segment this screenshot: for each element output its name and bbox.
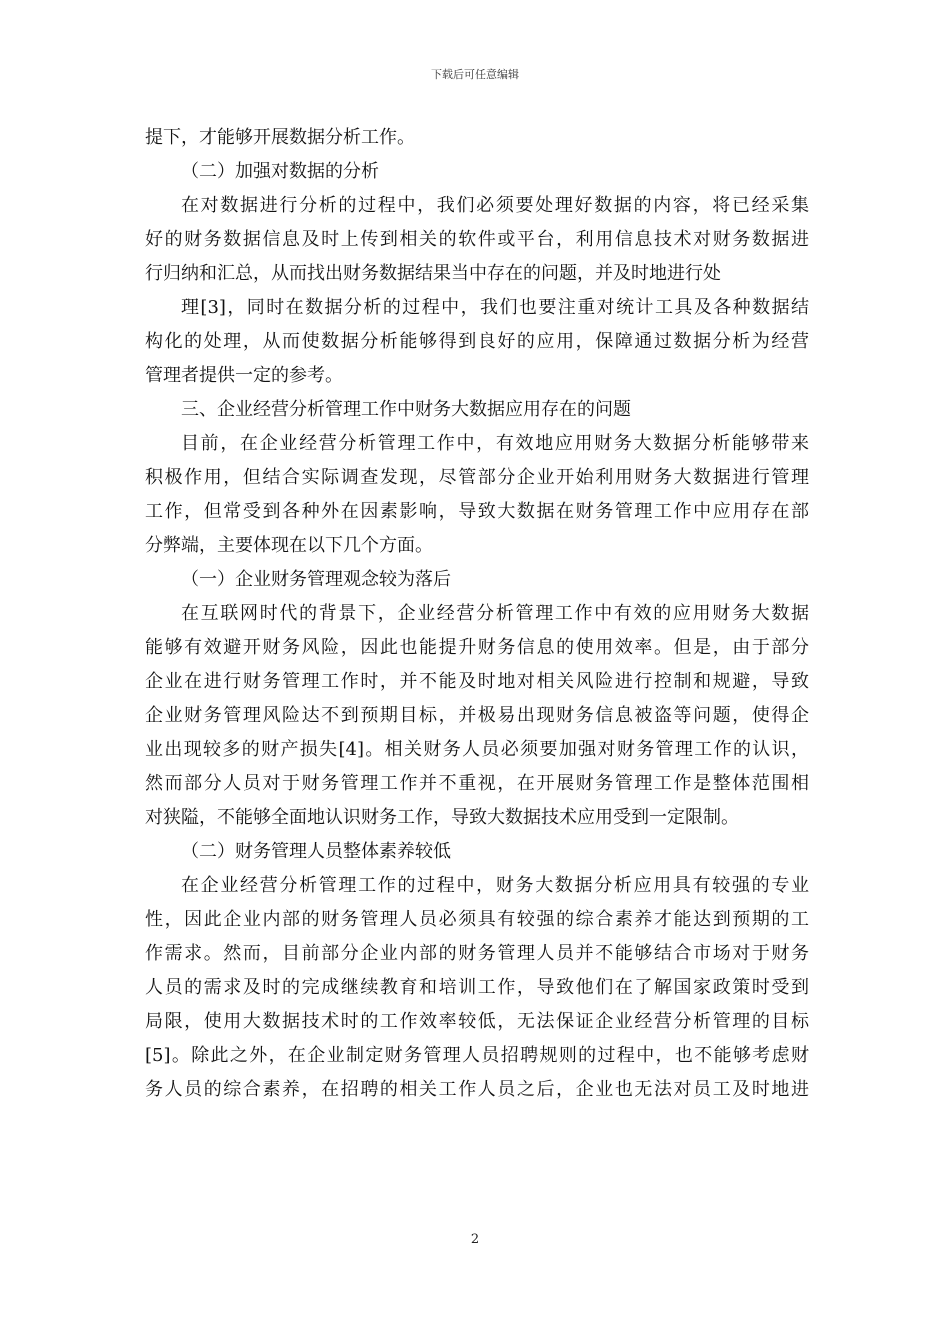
- body-line: 在对数据进行分析的过程中，我们必须要处理好数据的内容，将已经采集: [181, 195, 809, 216]
- body-line: 能够有效避开财务风险，因此也能提升财务信息的使用效率。但是，由于部分: [145, 637, 809, 658]
- body-line: （二）财务管理人员整体素养较低: [181, 841, 451, 862]
- body-line: 分弊端，主要体现在以下几个方面。: [145, 535, 433, 556]
- body-line: （二）加强对数据的分析: [181, 161, 379, 182]
- body-line: 理[3]，同时在数据分析的过程中，我们也要注重对统计工具及各种数据结: [181, 297, 809, 318]
- document-body: [145, 121, 809, 1107]
- body-line: [5]。除此之外，在企业制定财务管理人员招聘规则的过程中，也不能够考虑财: [145, 1045, 809, 1066]
- body-line: 企业在进行财务管理工作时，并不能及时地对相关风险进行控制和规避，导致: [145, 671, 809, 692]
- body-line: 好的财务数据信息及时上传到相关的软件或平台，利用信息技术对财务数据进: [145, 229, 809, 250]
- page-number: 2: [470, 1232, 480, 1247]
- body-line: 务人员的综合素养，在招聘的相关工作人员之后，企业也无法对员工及时地进: [145, 1079, 809, 1100]
- body-line: 三、企业经营分析管理工作中财务大数据应用存在的问题: [181, 399, 631, 420]
- body-line: 企业财务管理风险达不到预期目标，并极易出现财务信息被盗等问题，使得企: [145, 705, 809, 726]
- body-line: 工作，但常受到各种外在因素影响，导致大数据在财务管理工作中应用存在部: [145, 501, 809, 522]
- body-line: 人员的需求及时的完成继续教育和培训工作，导致他们在了解国家政策时受到: [145, 977, 809, 998]
- body-line: （一）企业财务管理观念较为落后: [181, 569, 451, 590]
- body-line: 提下，才能够开展数据分析工作。: [145, 127, 415, 148]
- body-line: 构化的处理，从而使数据分析能够得到良好的应用，保障通过数据分析为经营: [145, 331, 809, 352]
- body-line: 性，因此企业内部的财务管理人员必须具有较强的综合素养才能达到预期的工: [145, 909, 809, 930]
- body-line: 业出现较多的财产损失[4]。相关财务人员必须要加强对财务管理工作的认识，: [145, 739, 809, 760]
- page-header-note: 下载后可任意编辑: [431, 68, 519, 81]
- body-line: 目前，在企业经营分析管理工作中，有效地应用财务大数据分析能够带来: [181, 433, 809, 454]
- body-line: 局限，使用大数据技术时的工作效率较低，无法保证企业经营分析管理的目标: [145, 1011, 809, 1032]
- body-line: 在企业经营分析管理工作的过程中，财务大数据分析应用具有较强的专业: [181, 875, 809, 896]
- body-line: 然而部分人员对于财务管理工作并不重视，在开展财务管理工作是整体范围相: [145, 773, 809, 794]
- body-line: 在互联网时代的背景下，企业经营分析管理工作中有效的应用财务大数据: [181, 603, 809, 624]
- body-line: 行归纳和汇总，从而找出财务数据结果当中存在的问题，并及时地进行处: [145, 263, 721, 284]
- body-line: 管理者提供一定的参考。: [145, 365, 343, 386]
- body-line: 作需求。然而，目前部分企业内部的财务管理人员并不能够结合市场对于财务: [145, 943, 809, 964]
- body-line: 积极作用，但结合实际调查发现，尽管部分企业开始利用财务大数据进行管理: [145, 467, 809, 488]
- body-line: 对狭隘，不能够全面地认识财务工作，导致大数据技术应用受到一定限制。: [145, 807, 739, 828]
